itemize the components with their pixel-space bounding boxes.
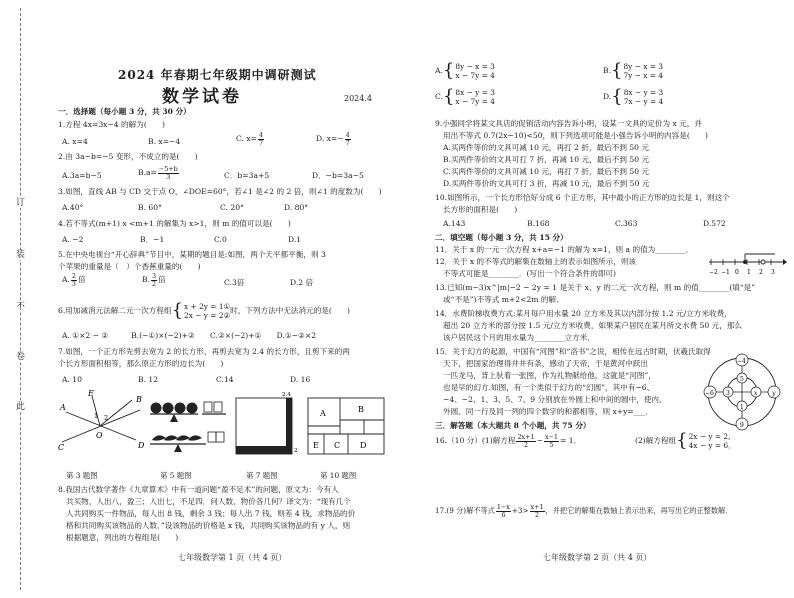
- tick-label: −1: [721, 269, 730, 276]
- q7-stem-line2: 个长方形面积相等，那么原正方形的边长为( ): [58, 359, 224, 368]
- q9-line1: 9.小强同学将某文具店的促销活动内容告诉小明，设某一文具的定价为 x 元，并: [435, 119, 702, 128]
- q2-option-c: C．b=3a+5: [224, 171, 270, 180]
- q3-option-a: A.40°: [62, 203, 84, 212]
- q12-line2: 不等式可能是________．(写出一个符合条件的即可): [443, 269, 616, 278]
- q10-option-a: A.143: [443, 219, 466, 228]
- binding-char: 此: [15, 402, 25, 412]
- q8-line1: 8.我国古代数学著作《九章算术》中有一道问题“盈不足术”的问题，原文为：今有人: [58, 485, 339, 494]
- figure-q5-balances: [150, 402, 226, 452]
- section-3-heading: 三．解答题（本大题共 8 个小题，共 75 分）: [435, 421, 591, 430]
- q8-line3: 人共同购买一件物品，每人出 8 钱，剩余 3 钱；每人出 7 钱，则差 4 钱，求物品的价: [66, 509, 356, 518]
- q9-line2: 用出不等式 0.7(2x−10)<50，则下列选项可能是小强告诉小明的内容是( ): [443, 131, 708, 140]
- q3-angle-1: 1: [94, 412, 99, 420]
- q4-option-d: D.1: [288, 235, 302, 244]
- q6-stem: 6.用加减消元法解二元一次方程组{ x + 2y = 1① 2x − y = 2② 时，下列方法中无法消元的是( ): [58, 300, 351, 321]
- q8-line2: 共买物，人出八，盈三；人出七，不足四．问人数、物价各几何？译文为：“现有几个: [66, 497, 351, 506]
- q5-option-d: D.2 倍: [290, 278, 314, 287]
- q1-option-a: A. x=4: [62, 137, 88, 146]
- q10-option-b: B.168: [527, 219, 550, 228]
- figure-q7-square: [236, 392, 298, 454]
- q15-line5: −4、−2、1、3、5、7、9 分别放在外圆上和中间的圆中，使内、: [443, 395, 667, 404]
- q16-part2: (2)解方程组{ 2x − y = 2, 4x − y = 6．: [635, 430, 736, 451]
- q7-option-b: B. 12: [138, 375, 159, 384]
- binding-margin: [4, 0, 36, 598]
- figure-q10-rectangle: [308, 398, 384, 454]
- q8-option-d: D.{ 8x − y = 3 7x − y = 4: [603, 86, 664, 107]
- q3-label-e: E: [88, 390, 94, 398]
- q12-number-line: [705, 248, 787, 280]
- q14-line2: 超出 20 立方米的部分按 1.5 元/立方米收费，如果某户居民在某月所交水费 50 元，那么: [443, 321, 743, 330]
- circle-value: x: [754, 390, 758, 397]
- q10-label-d: D: [360, 441, 367, 450]
- circle-value: 1: [740, 404, 744, 411]
- binding-char: 不: [15, 302, 25, 312]
- page2-footer: 七年级数学第 2 页（共 4 页）: [543, 553, 652, 562]
- figure-caption-3: 第 3 题图: [66, 471, 98, 480]
- q3-label-d: D: [138, 441, 145, 450]
- q10-label-e: E: [313, 441, 319, 450]
- q3-label-b: B: [136, 395, 142, 404]
- q7-option-a: A. 10: [62, 375, 82, 384]
- figures-row: [58, 390, 398, 478]
- q15-line2: 天下，把国家治理得井井有条，感动了天帝，于是黄河中跃出: [443, 359, 649, 368]
- q5-option-b: B. $\frac{3}{2}$ 倍: [142, 272, 166, 288]
- q8-option-b: B.{ 8y − x = 3 7y − x = 4: [603, 60, 663, 81]
- q7-option-c: C.14: [216, 375, 234, 384]
- figure-caption-7: 第 7 题图: [246, 471, 278, 480]
- section-2-heading: 二．填空题（每小题 3 分，共 15 分）: [435, 233, 568, 242]
- q15-line1: 15．关于幻方的起源，中国有“河图”和“洛书”之说，相传在远古时期，伏羲氏取得: [435, 347, 711, 356]
- exam-date: 2024.4: [344, 94, 372, 103]
- q15-line3: 一匹龙马，背上驮着一张图，作为礼物献给他，这就是“河图”，: [443, 371, 656, 380]
- circle-value: −4: [737, 358, 746, 365]
- q7-option-d: D. 16: [290, 375, 311, 384]
- q15-line4: 也是早的幻方.如图，有一个类似于幻方的“幻圆”，其中有−6、: [443, 383, 655, 392]
- q5-option-c: C.3倍: [224, 278, 245, 287]
- q9-option-c: C.买两件等价的文具可减 10 元，再打 7 折，最后不到 50 元: [443, 167, 650, 176]
- figure-q3-intersecting-lines: [58, 390, 145, 452]
- q15-magic-circle: [697, 352, 787, 432]
- q10-option-d: D.572: [703, 219, 726, 228]
- q8-line5: 根据题意，列出的方程组是( ): [66, 533, 179, 542]
- q2-option-b: B.a= $\frac{-5+b}{3}$: [138, 165, 178, 181]
- q17: 17.(9 分)解不等式 $\frac{1-x}{6}$ +3> $\frac{x+1}{2}$ ，并把它的解集在数轴上表示出来，再写出它的正整数解．: [435, 503, 733, 519]
- q6-options: A. ①×2 − ② B.(−①)×(−2)+② C.②×(−2)+① D.①−②×2: [62, 331, 317, 340]
- q5-stem-line2: 个苹果的重量是（ ）个香蕉重量的( ): [58, 262, 201, 271]
- circle-value: 9: [740, 422, 744, 429]
- exam-subject: 数学试卷: [162, 87, 242, 107]
- q4-option-c: C.0: [214, 235, 227, 244]
- q8-option-c: C.{ 8x − y = 3 x − 7y = 4: [435, 86, 495, 107]
- q9-option-b: B.买两件等价的文具可打 7 折，再减 10 元，最后不到 50 元: [443, 155, 650, 164]
- tick-label: 2: [759, 269, 763, 276]
- q10-line2: 长方形的面积是( ): [443, 205, 518, 214]
- q6-eq2: 2x − y = 2②: [184, 311, 231, 320]
- binding-char: 卷: [15, 352, 25, 362]
- circle-value: y: [772, 390, 776, 397]
- q1-option-b: B. x=−4: [148, 137, 181, 146]
- q8-option-a: A.{ 8y − x = 3 x − 7y = 4: [435, 60, 495, 81]
- q3-option-b: B. 60°: [138, 203, 162, 212]
- q3-stem: 3.如图，直线 AB 与 CD 交于点 O，∠DOE=60°，若∠1 是∠2 的 2 倍，则∠1 的度数为( ): [58, 187, 382, 196]
- binding-dashed-line: [20, 8, 21, 590]
- q4-stem: 4.若不等式(m+1) x <m+1 的解集为 x>1，则 m 的值可以是( ): [58, 219, 291, 228]
- q14-line1: 14．水费阶梯收费方式:某月每户用水量 20 立方米及其以内部分按 1.2 元/立方米收费，: [435, 309, 732, 318]
- section-1-heading: 一．选择题（每小题 3 分，共 30 分）: [58, 107, 191, 116]
- q1-option-c: C. x= $\frac{4}{7}$: [236, 131, 264, 147]
- tick-label: 1: [747, 269, 751, 276]
- page1-footer: 七年级数学第 1 页（共 4 页）: [178, 553, 287, 562]
- q8-line4: 格和共同购买该物品的人数．”设该物品的价格是 x 钱，共同购买该物品的有 y 人，则: [66, 521, 351, 530]
- binding-char: 装: [15, 250, 25, 260]
- tick-label: 3: [771, 269, 775, 276]
- tick-label: 0: [735, 269, 739, 276]
- figure-caption-5: 第 5 题图: [160, 471, 192, 480]
- q10-line1: 10.如图所示，一个长方形恰好分成 6 个正方形，其中最小的正方形的边长是 1，则这个: [435, 193, 730, 202]
- q11: 11．关于 x 的一元一次方程 x+a=−1 的解为 x=1，则 a 的值为________．: [435, 245, 694, 254]
- q12-line1: 12．关于 x 的不等式的解集在数轴上的表示如图所示，则该: [435, 257, 637, 266]
- circle-value: −6: [705, 390, 714, 397]
- q15-line6: 外圆、同一行及同一列的四个数字的和都相等，则 x+y=___．: [443, 407, 653, 416]
- q2-option-d: D．−b=3a−5: [312, 171, 364, 180]
- q4-option-b: B．−1: [140, 235, 165, 244]
- q3-label-c: C: [58, 443, 65, 452]
- q10-label-c: C: [334, 441, 341, 450]
- q14-line3: 该户居民这个月的用水量为________立方米．: [443, 333, 595, 342]
- q13-line1: 13.已知(m−3)x^|m|−2 − 2y = 1 是关于 x、y 的二元一次方程，则 m 的值________(填“是”: [435, 283, 756, 292]
- q7-label-bottom: 2: [294, 448, 298, 454]
- q3-angle-2: 2: [104, 414, 109, 422]
- q9-option-d: D.买两件等价的文具可打 3 折，再减 10 元，最后不到 50 元: [443, 179, 650, 188]
- q3-option-d: D. 80°: [284, 203, 309, 212]
- q1-stem: 1.方程 4x=3x−4 的解为( ): [58, 120, 165, 129]
- q3-label-a: A: [60, 403, 66, 412]
- q4-option-a: A. −2: [62, 235, 84, 244]
- q16-part1: 16.（10 分）(1)解方程 $\frac{2x+1}{2}$ − $\frac{x-1}{5}$ = 1．: [435, 433, 582, 449]
- q7-label-top: 2.4: [282, 392, 291, 398]
- q3-label-o: O: [96, 431, 103, 440]
- q10-label-a: A: [320, 409, 326, 418]
- q3-option-c: C. 20°: [220, 203, 244, 212]
- q10-label-b: B: [358, 405, 364, 414]
- q2-option-a: A.3a=b−5: [62, 171, 102, 180]
- exam-page-2: [405, 0, 794, 598]
- q9-option-a: A.买两件等价的文具可减 10 元，再打 2 折，最后不到 50 元: [443, 143, 650, 152]
- circle-value: 5: [740, 376, 744, 383]
- q5-stem-line1: 5.在中央电视台“开心辞典”节目中，某期的题目是:如图，两个天平都平衡，则 3: [58, 250, 326, 259]
- q2-stem: 2.由 3a−b=−5 变形，不成立的是( ): [58, 152, 198, 161]
- tick-label: −2: [709, 269, 718, 276]
- q1-option-d: D. x=− $\frac{4}{7}$: [316, 131, 350, 147]
- q13-line2: 或“不是”)不等式 m+2<2m 的解．: [443, 295, 564, 304]
- binding-char: 订: [15, 198, 25, 208]
- q5-option-a: A. $\frac{2}{3}$ 倍: [62, 272, 86, 288]
- figure-caption-10: 第 10 题图: [320, 471, 357, 480]
- q10-option-c: C.363: [615, 219, 638, 228]
- q7-stem-line1: 7.如图，一个正方形先剪去宽为 2 的长方形，再剪去宽为 2.4 的长方形，且剪下来的两: [58, 347, 350, 356]
- q6-eq1: x + 2y = 1①: [184, 302, 231, 311]
- exam-title: 2024 年春期七年级期中调研测试: [118, 68, 317, 82]
- circle-value: 3: [726, 390, 730, 397]
